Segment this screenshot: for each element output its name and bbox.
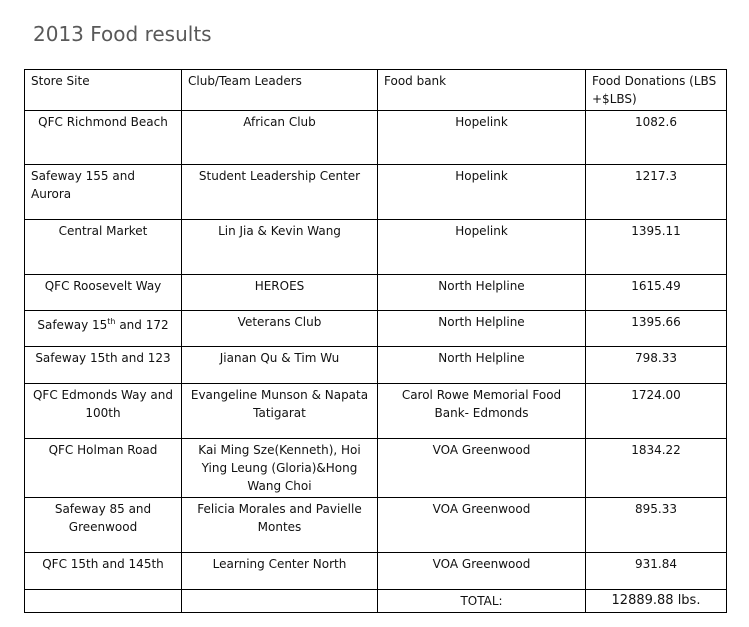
leaders-cell: Veterans Club (182, 311, 378, 347)
donation-cell: 1082.6 (586, 111, 727, 165)
leaders-cell: Kai Ming Sze(Kenneth), Hoi Ying Leung (Gloria)&Hong Wang Choi (182, 439, 378, 498)
food-bank-cell: Hopelink (378, 111, 586, 165)
donation-cell: 895.33 (586, 498, 727, 553)
table-row (25, 384, 727, 439)
column-header-leaders: Club/Team Leaders (182, 70, 378, 111)
column-header-store-site: Store Site (25, 70, 182, 111)
food-bank-cell: VOA Greenwood (378, 439, 586, 498)
total-value: 12889.88 lbs. (586, 590, 727, 613)
food-bank-cell: Hopelink (378, 220, 586, 275)
leaders-cell: Student Leadership Center (182, 165, 378, 220)
table-row (25, 165, 727, 220)
page-title: 2013 Food results (33, 22, 212, 46)
store-site-cell: QFC Richmond Beach (25, 111, 182, 165)
table-row (25, 347, 727, 384)
store-site-cell: Safeway 15th and 123 (25, 347, 182, 384)
empty-cell (25, 590, 182, 613)
total-label: TOTAL: (378, 590, 586, 613)
leaders-cell: Lin Jia & Kevin Wang (182, 220, 378, 275)
leaders-cell: Jianan Qu & Tim Wu (182, 347, 378, 384)
table-row (25, 311, 727, 347)
food-results-table (24, 69, 727, 613)
donation-cell: 1615.49 (586, 275, 727, 311)
food-bank-cell: Hopelink (378, 165, 586, 220)
donation-cell: 1724.00 (586, 384, 727, 439)
table-header-row (25, 70, 727, 111)
donation-cell: 798.33 (586, 347, 727, 384)
store-site-cell: QFC Edmonds Way and 100th (25, 384, 182, 439)
food-bank-cell: VOA Greenwood (378, 553, 586, 590)
donation-cell: 1395.66 (586, 311, 727, 347)
donation-cell: 1834.22 (586, 439, 727, 498)
table-row (25, 439, 727, 498)
food-bank-cell: VOA Greenwood (378, 498, 586, 553)
store-site-cell: QFC 15th and 145th (25, 553, 182, 590)
food-bank-cell: North Helpline (378, 311, 586, 347)
store-site-cell: Central Market (25, 220, 182, 275)
donation-cell: 931.84 (586, 553, 727, 590)
table-row (25, 111, 727, 165)
donation-cell: 1395.11 (586, 220, 727, 275)
food-bank-cell: Carol Rowe Memorial Food Bank- Edmonds (378, 384, 586, 439)
column-header-donations: Food Donations (LBS +$LBS) (586, 70, 727, 111)
column-header-food-bank: Food bank (378, 70, 586, 111)
leaders-cell: Felicia Morales and Pavielle Montes (182, 498, 378, 553)
table-row (25, 275, 727, 311)
table-row (25, 498, 727, 553)
leaders-cell: Learning Center North (182, 553, 378, 590)
store-site-cell (25, 311, 182, 347)
store-site-text: and 172 (115, 318, 169, 332)
food-bank-cell: North Helpline (378, 275, 586, 311)
total-row (25, 590, 727, 613)
store-site-cell: Safeway 85 and Greenwood (25, 498, 182, 553)
donation-cell: 1217.3 (586, 165, 727, 220)
leaders-cell: HEROES (182, 275, 378, 311)
store-site-text: Safeway 15 (37, 318, 108, 332)
food-bank-cell: North Helpline (378, 347, 586, 384)
table-row (25, 553, 727, 590)
leaders-cell: African Club (182, 111, 378, 165)
ordinal-suffix: th (107, 317, 116, 326)
store-site-cell: Safeway 155 and Aurora (25, 165, 182, 220)
leaders-cell: Evangeline Munson & Napata Tatigarat (182, 384, 378, 439)
store-site-cell: QFC Holman Road (25, 439, 182, 498)
store-site-cell: QFC Roosevelt Way (25, 275, 182, 311)
empty-cell (182, 590, 378, 613)
table-row (25, 220, 727, 275)
